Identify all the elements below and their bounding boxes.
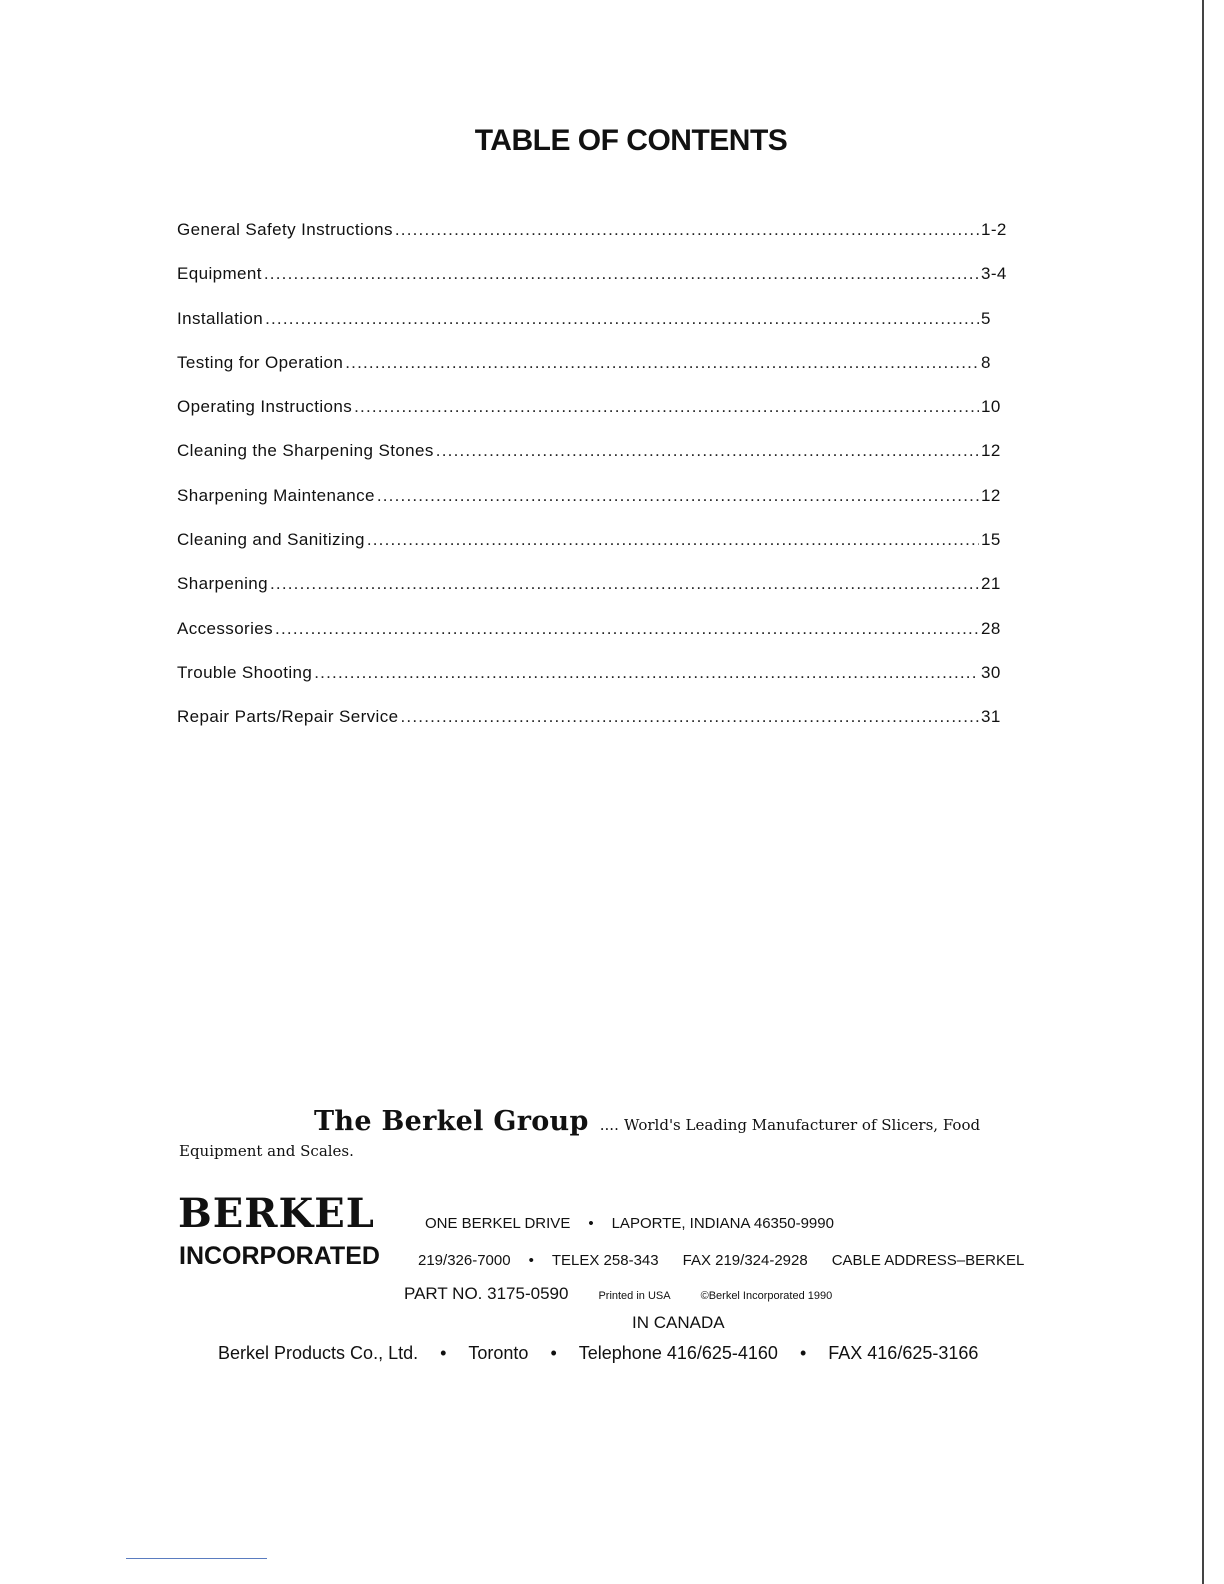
toc-leader-dots — [377, 486, 979, 506]
berkel-logo: BERKEL — [178, 1190, 375, 1237]
street-address: ONE BERKEL DRIVE — [425, 1215, 571, 1232]
toc-entry-page: 15 — [981, 530, 1001, 550]
toc-entry-page: 31 — [981, 707, 1001, 727]
toc-entry-label: Cleaning and Sanitizing — [177, 530, 365, 550]
toc-entry-label: Operating Instructions — [177, 397, 353, 417]
city-address: LAPORTE, INDIANA 46350-9990 — [611, 1215, 834, 1232]
page-title: TABLE OF CONTENTS — [474, 124, 788, 157]
toc-leader-dots — [275, 619, 979, 639]
group-name: The Berkel Group — [314, 1106, 589, 1137]
toc-entry[interactable] — [177, 574, 1011, 618]
toc-entry-page: 30 — [981, 662, 1001, 682]
phone-number: 219/326-7000 — [418, 1252, 511, 1269]
group-ellipsis: .... — [599, 1116, 619, 1134]
toc-entry-label: Trouble Shooting — [177, 662, 313, 682]
telex-number: TELEX 258-343 — [551, 1252, 659, 1269]
part-number-line — [404, 1284, 832, 1304]
part-number: PART NO. 3175-0590 — [404, 1284, 569, 1303]
toc-entry-page: 12 — [981, 485, 1001, 505]
canada-city: Toronto — [468, 1343, 529, 1363]
toc-entry[interactable] — [177, 530, 1011, 574]
toc-entry-page: 3-4 — [981, 264, 1007, 284]
group-tagline-continued: Equipment and Scales. — [179, 1142, 354, 1160]
toc-entry[interactable] — [177, 353, 1011, 397]
toc-entry-label: Equipment — [177, 264, 262, 284]
toc-entry-label: Sharpening — [177, 574, 268, 594]
table-of-contents — [177, 220, 1011, 752]
canada-fax: FAX 416/625-3166 — [828, 1343, 979, 1363]
address-line — [425, 1215, 834, 1232]
canada-company: Berkel Products Co., Ltd. — [218, 1343, 419, 1363]
toc-entry-label: Sharpening Maintenance — [177, 485, 375, 505]
toc-entry[interactable] — [177, 309, 1011, 353]
toc-entry-label: General Safety Instructions — [177, 220, 393, 239]
toc-entry-page: 5 — [981, 308, 991, 328]
toc-entry[interactable] — [177, 619, 1011, 663]
toc-entry-page: 12 — [981, 441, 1001, 461]
berkel-group-line — [314, 1106, 980, 1137]
toc-leader-dots — [354, 397, 979, 417]
toc-entry-label: Installation — [177, 308, 264, 328]
bullet-separator: • — [550, 1343, 557, 1363]
copyright: ©Berkel Incorporated 1990 — [700, 1290, 833, 1302]
toc-entry-page: 1-2 — [981, 220, 1007, 239]
canada-heading: IN CANADA — [632, 1313, 725, 1332]
toc-leader-dots — [270, 574, 979, 594]
fax-number: FAX 219/324-2928 — [682, 1252, 808, 1269]
toc-entry-page: 21 — [981, 574, 1001, 594]
toc-leader-dots — [436, 441, 979, 461]
toc-entry[interactable] — [177, 397, 1011, 441]
bullet-separator: • — [588, 1215, 594, 1232]
bullet-separator: • — [440, 1343, 447, 1363]
toc-leader-dots — [264, 264, 979, 284]
toc-leader-dots — [265, 309, 979, 329]
cable-address: CABLE ADDRESS–BERKEL — [831, 1252, 1025, 1269]
bullet-separator: • — [528, 1252, 534, 1269]
toc-leader-dots — [401, 707, 980, 727]
toc-entry[interactable] — [177, 220, 1011, 264]
canada-contact-line — [218, 1343, 978, 1364]
group-tagline: World's Leading Manufacturer of Slicers, Food — [623, 1116, 981, 1134]
toc-entry[interactable] — [177, 264, 1011, 308]
toc-leader-dots — [367, 530, 979, 550]
toc-leader-dots — [395, 220, 979, 240]
toc-entry[interactable] — [177, 486, 1011, 530]
toc-entry-label: Accessories — [177, 618, 274, 638]
toc-entry[interactable] — [177, 663, 1011, 707]
toc-entry-label: Cleaning the Sharpening Stones — [177, 441, 434, 461]
page-edge-line — [1202, 0, 1204, 1584]
contact-line — [418, 1252, 1024, 1269]
toc-leader-dots — [345, 353, 979, 373]
toc-leader-dots — [314, 663, 979, 683]
berkel-incorporated: INCORPORATED — [179, 1242, 380, 1270]
toc-entry[interactable] — [177, 707, 1011, 751]
printed-in: Printed in USA — [598, 1290, 671, 1302]
toc-entry-page: 28 — [981, 618, 1001, 638]
canada-phone: Telephone 416/625-4160 — [578, 1343, 778, 1363]
toc-entry-label: Repair Parts/Repair Service — [177, 707, 399, 727]
bullet-separator: • — [799, 1343, 807, 1363]
toc-entry[interactable] — [177, 441, 1011, 485]
toc-entry-label: Testing for Operation — [177, 352, 344, 372]
scan-artifact-line — [126, 1558, 267, 1559]
toc-entry-page: 8 — [981, 352, 991, 372]
toc-entry-page: 10 — [981, 397, 1001, 417]
